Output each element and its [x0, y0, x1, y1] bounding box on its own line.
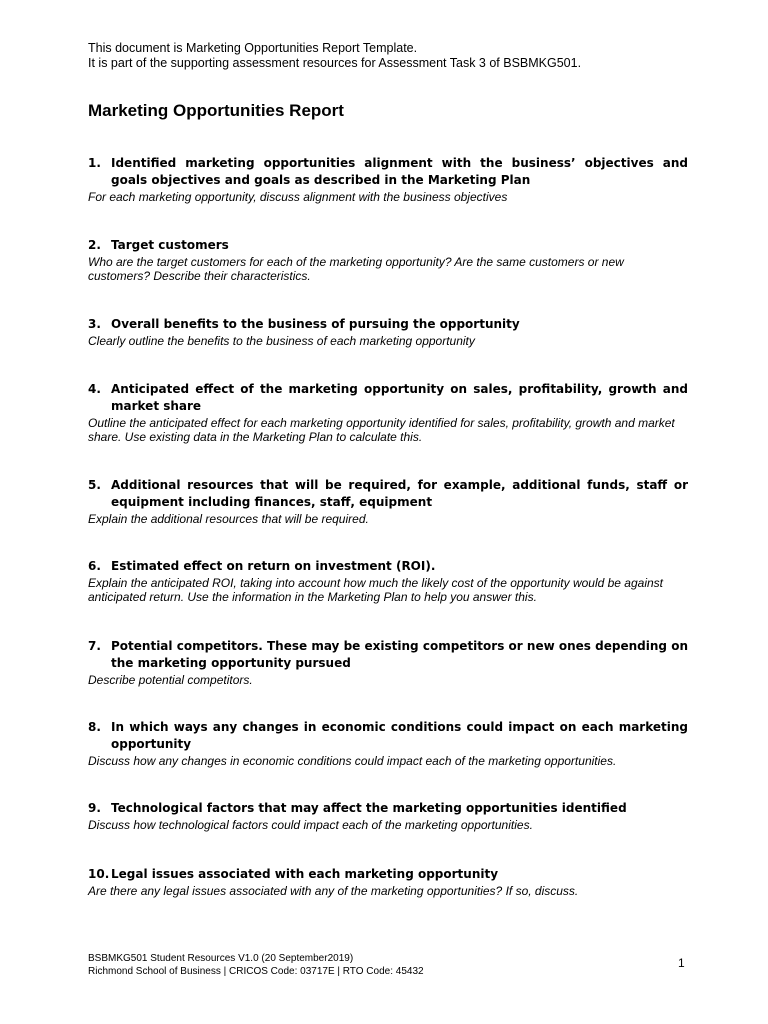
- section-number: 5.: [88, 478, 101, 492]
- section-number: 3.: [88, 317, 101, 331]
- section-description: Outline the anticipated effect for each marketing opportunity identified for sales, profitability, growth and market share. Use existing data in the Marketing Plan to calculate this.: [88, 416, 675, 444]
- section-heading-text: Identified marketing opportunities alignment with the business’ objectives and goals objectives and goals as described in the Marketing Plan: [111, 156, 688, 187]
- section-heading-text: Technological factors that may affect the marketing opportunities identified: [111, 801, 627, 815]
- document-title: Marketing Opportunities Report: [88, 101, 344, 120]
- section-heading: [88, 800, 688, 817]
- intro-line-1: This document is Marketing Opportunities Report Template.: [88, 41, 418, 55]
- section-heading-text: Legal issues associated with each marketing opportunity: [111, 867, 499, 881]
- section-description: Explain the anticipated ROI, taking into account how much the likely cost of the opportunity would be against anticipated return. Use the information in the Marketing Plan to help you answer this.: [88, 576, 664, 604]
- section-description: Clearly outline the benefits to the business of each marketing opportunity: [88, 334, 475, 348]
- section-description: Who are the target customers for each of the marketing opportunity? Are the same customers or new customers? Describe their characteristics.: [88, 255, 624, 283]
- section-heading-text: Additional resources that will be required, for example, additional funds, staff or equipment including finances, staff, equipment: [111, 478, 688, 509]
- section-heading: [88, 381, 688, 415]
- section-heading: [88, 477, 688, 511]
- section-heading: [88, 866, 688, 883]
- section-description: Describe potential competitors.: [88, 673, 253, 687]
- section-8: [88, 719, 688, 768]
- section-5: [88, 477, 688, 526]
- section-description: For each marketing opportunity, discuss alignment with the business objectives: [88, 190, 508, 204]
- section-heading-text: Anticipated effect of the marketing opportunity on sales, profitability, growth and market share: [111, 382, 688, 413]
- intro-line-2: It is part of the supporting assessment resources for Assessment Task 3 of BSBMKG501.: [88, 56, 582, 70]
- section-7: [88, 638, 688, 687]
- footer-line-1: BSBMKG501 Student Resources V1.0 (20 September2019): [88, 953, 354, 964]
- section-number: 6.: [88, 559, 101, 573]
- section-6: [88, 558, 688, 604]
- section-description: Discuss how any changes in economic conditions could impact each of the marketing opportunities.: [88, 754, 617, 768]
- section-2: [88, 237, 688, 283]
- section-number: 7.: [88, 639, 101, 653]
- section-heading: [88, 719, 688, 753]
- footer-line-2: Richmond School of Business | CRICOS Code: 03717E | RTO Code: 45432: [88, 966, 424, 977]
- section-number: 2.: [88, 238, 101, 252]
- section-description: Explain the additional resources that will be required.: [88, 512, 369, 526]
- section-4: [88, 381, 688, 444]
- section-heading-text: Target customers: [111, 238, 229, 252]
- section-1: [88, 155, 688, 204]
- section-number: 9.: [88, 801, 101, 815]
- section-9: [88, 800, 688, 832]
- section-heading: [88, 558, 688, 575]
- section-heading-text: Overall benefits to the business of pursuing the opportunity: [111, 317, 520, 331]
- section-3: [88, 316, 688, 348]
- page-footer: [88, 952, 424, 978]
- section-number: 10.: [88, 867, 110, 881]
- section-number: 4.: [88, 382, 101, 396]
- section-number: 8.: [88, 720, 101, 734]
- intro-note: [88, 41, 581, 71]
- section-heading: [88, 638, 688, 672]
- section-heading-text: In which ways any changes in economic conditions could impact on each marketing opportunity: [111, 720, 688, 751]
- section-description: Discuss how technological factors could impact each of the marketing opportunities.: [88, 818, 533, 832]
- section-number: 1.: [88, 156, 101, 170]
- section-heading-text: Potential competitors. These may be existing competitors or new ones depending on the marketing opportunity pursued: [111, 639, 688, 670]
- section-heading: [88, 316, 688, 333]
- section-heading-text: Estimated effect on return on investment (ROI).: [111, 559, 436, 573]
- section-heading: [88, 155, 688, 189]
- page-number: 1: [678, 956, 685, 970]
- section-10: [88, 866, 688, 898]
- section-heading: [88, 237, 688, 254]
- section-description: Are there any legal issues associated with any of the marketing opportunities? If so, discuss.: [88, 884, 579, 898]
